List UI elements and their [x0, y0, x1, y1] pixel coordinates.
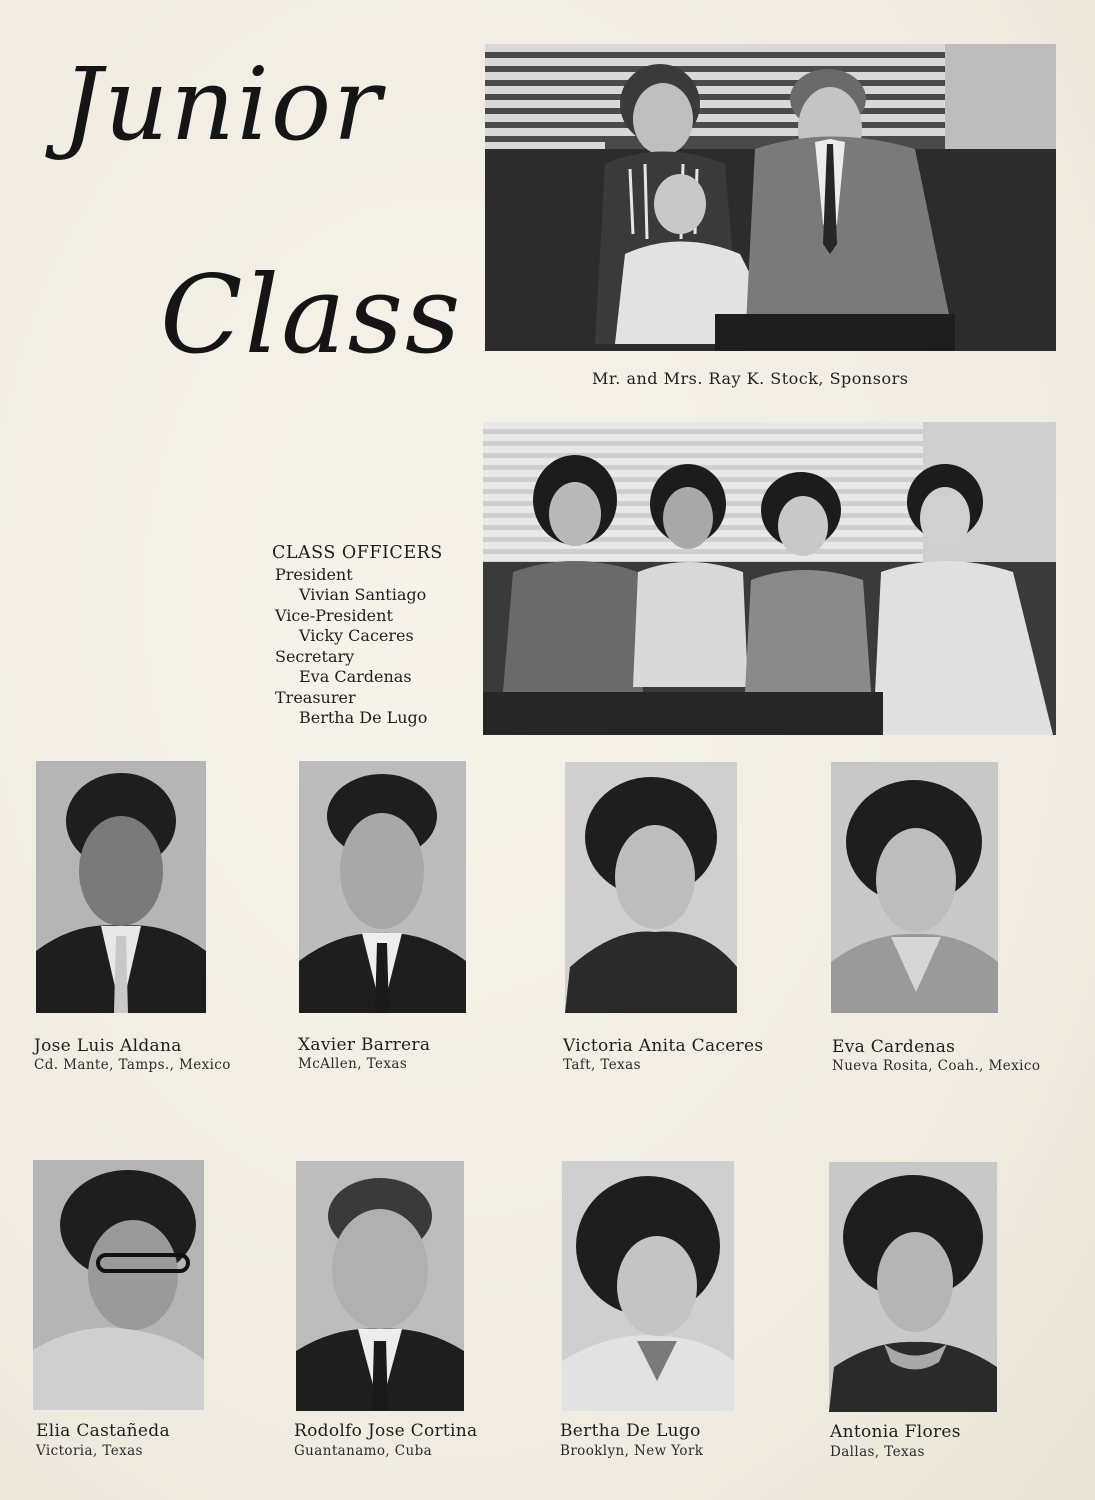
student-hometown: Taft, Texas — [563, 1057, 641, 1073]
student-hometown: Cd. Mante, Tamps., Mexico — [34, 1057, 231, 1073]
sponsors-photo — [485, 44, 1056, 351]
heading-junior: Junior — [62, 46, 383, 163]
student-hometown: Victoria, Texas — [36, 1443, 143, 1459]
student-hometown: McAllen, Texas — [298, 1056, 408, 1072]
officers-heading: CLASS OFFICERS — [272, 543, 443, 563]
student-name: Xavier Barrera — [298, 1035, 431, 1055]
officer-role: Vice-President — [275, 605, 393, 625]
student-name: Antonia Flores — [830, 1422, 961, 1442]
officer-role: President — [275, 564, 353, 584]
student-name: Victoria Anita Caceres — [563, 1036, 764, 1056]
portrait-photo — [829, 1162, 997, 1412]
portrait-photo — [562, 1161, 734, 1411]
student-hometown: Guantanamo, Cuba — [294, 1443, 433, 1459]
portrait-photo — [299, 761, 466, 1013]
officers-photo — [483, 422, 1056, 735]
sponsors-caption: Mr. and Mrs. Ray K. Stock, Sponsors — [592, 369, 909, 388]
officer-name: Eva Cardenas — [299, 667, 412, 686]
portrait-photo — [831, 762, 998, 1013]
class-officers — [272, 543, 443, 729]
officer-role: Treasurer — [275, 687, 356, 707]
student-hometown: Nueva Rosita, Coah., Mexico — [832, 1058, 1041, 1074]
student-hometown: Dallas, Texas — [830, 1444, 925, 1460]
officer-name: Bertha De Lugo — [299, 708, 428, 727]
student-name: Bertha De Lugo — [560, 1421, 701, 1441]
portrait-photo — [565, 762, 737, 1013]
officer-name: Vivian Santiago — [299, 585, 427, 604]
officer-role: Secretary — [275, 646, 355, 666]
heading-class: Class — [160, 253, 463, 378]
student-name: Elia Castañeda — [36, 1421, 170, 1441]
student-name: Jose Luis Aldana — [34, 1036, 182, 1056]
officer-name: Vicky Caceres — [299, 626, 414, 645]
portrait-photo — [36, 761, 206, 1013]
portrait-photo — [33, 1160, 204, 1410]
student-name: Rodolfo Jose Cortina — [294, 1421, 478, 1441]
portrait-photo — [296, 1161, 464, 1411]
student-hometown: Brooklyn, New York — [560, 1443, 704, 1459]
student-name: Eva Cardenas — [832, 1037, 956, 1057]
